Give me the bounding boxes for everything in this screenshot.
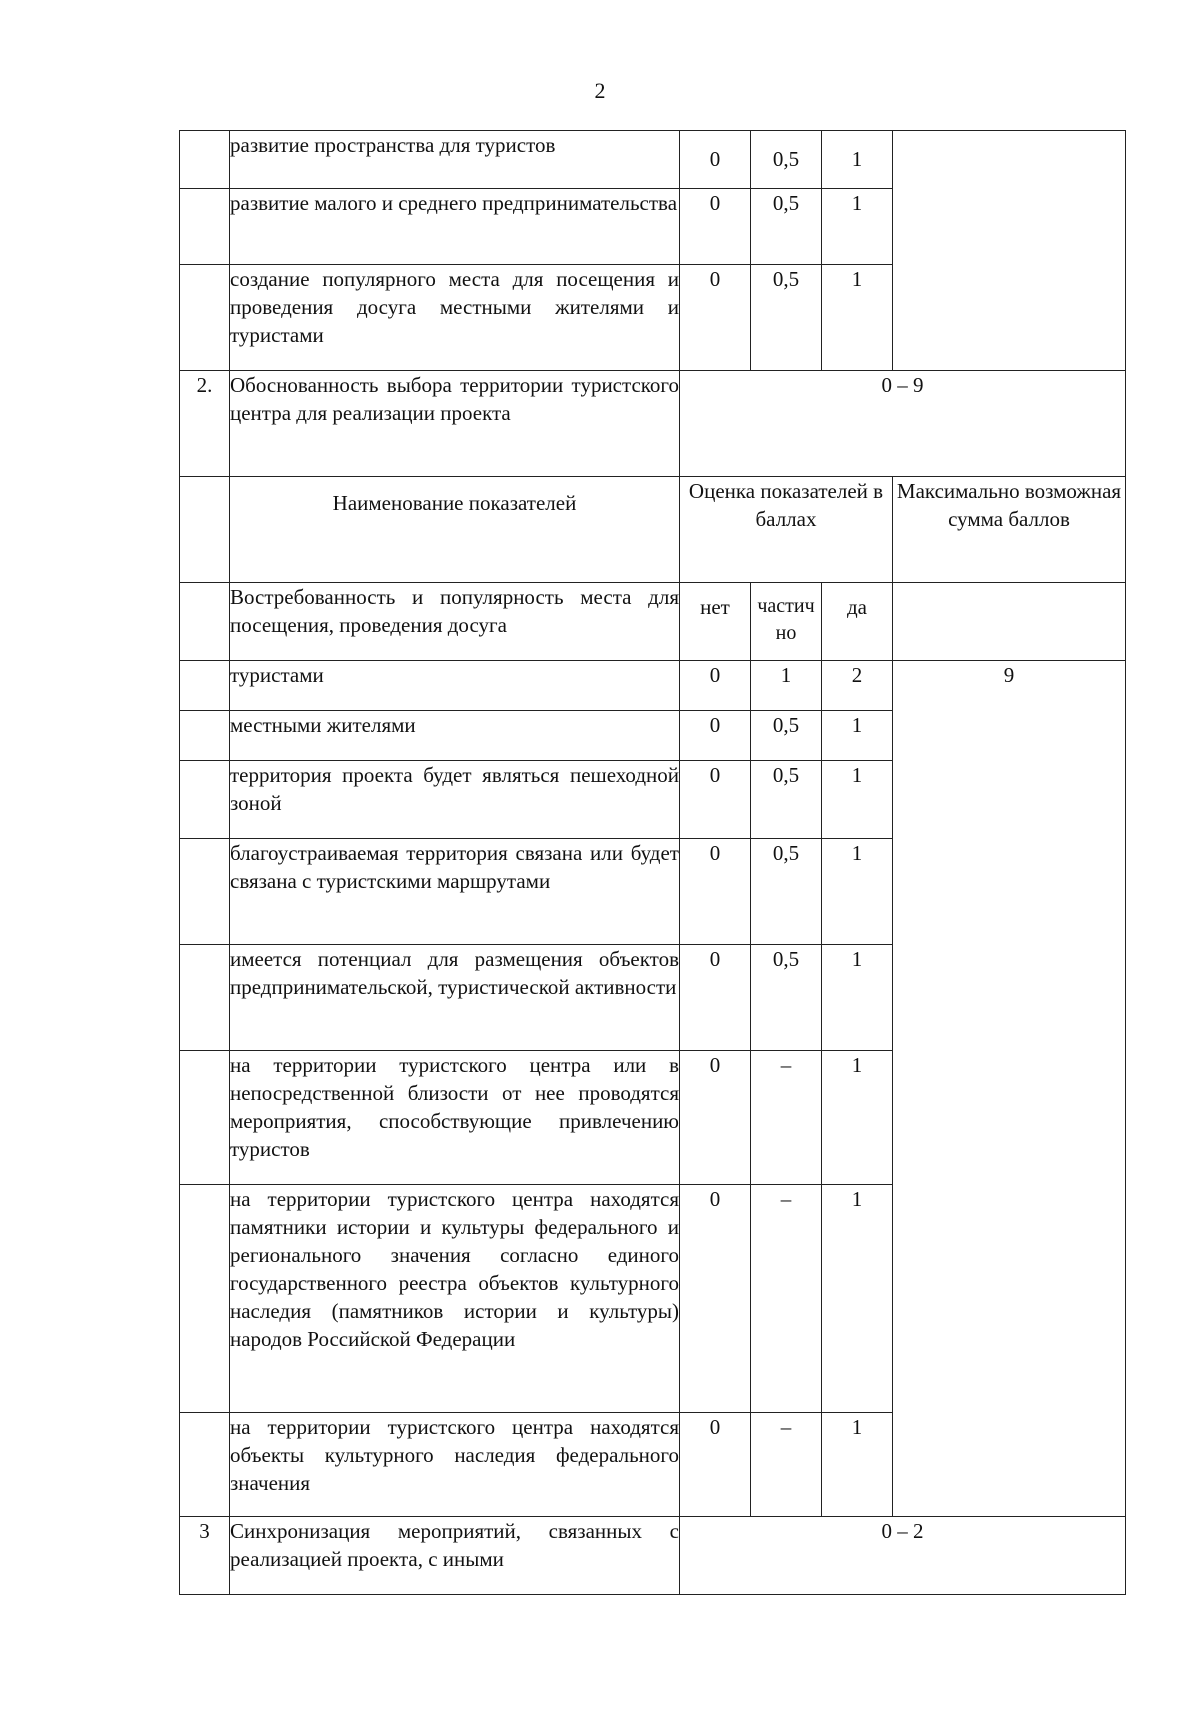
score-yes: 1 bbox=[822, 131, 893, 189]
score-no: 0 bbox=[680, 761, 751, 839]
score-yes: 1 bbox=[822, 839, 893, 945]
row-number-cell bbox=[180, 945, 230, 1051]
row-number-cell bbox=[180, 1051, 230, 1185]
score-no: 0 bbox=[680, 945, 751, 1051]
row-number-cell bbox=[180, 839, 230, 945]
criterion-row bbox=[180, 371, 1126, 477]
label-no: нет bbox=[680, 583, 751, 661]
criterion-range: 0 – 9 bbox=[680, 371, 1126, 477]
score-partly: 0,5 bbox=[751, 189, 822, 265]
score-yes: 1 bbox=[822, 1185, 893, 1413]
row-number-cell bbox=[180, 189, 230, 265]
label-yes: да bbox=[822, 583, 893, 661]
score-partly: 0,5 bbox=[751, 761, 822, 839]
row-number-cell bbox=[180, 1413, 230, 1517]
score-no: 0 bbox=[680, 189, 751, 265]
score-no: 0 bbox=[680, 265, 751, 371]
row-number-cell bbox=[180, 583, 230, 661]
indicator-name: создание популярного места для посещения и проведения досуга местными жителями и туристами bbox=[230, 265, 680, 371]
score-yes: 1 bbox=[822, 761, 893, 839]
score-partly: – bbox=[751, 1051, 822, 1185]
score-no: 0 bbox=[680, 1413, 751, 1517]
score-yes: 1 bbox=[822, 265, 893, 371]
indicator-name: на территории туристского центра или в непосредственной близости от нее проводятся мероприятия, способствующие привлечению туристов bbox=[230, 1051, 680, 1185]
criterion-number: 2. bbox=[180, 371, 230, 477]
row-number-cell bbox=[180, 1185, 230, 1413]
scoring-table bbox=[179, 130, 1126, 1595]
score-partly: 0,5 bbox=[751, 265, 822, 371]
header-max-sum: Максимально возможная сумма баллов bbox=[893, 477, 1126, 583]
row-number-cell bbox=[180, 711, 230, 761]
indicator-name: Востребованность и популярность места для посещения, проведения досуга bbox=[230, 583, 680, 661]
score-yes: 2 bbox=[822, 661, 893, 711]
row-number-cell bbox=[180, 131, 230, 189]
criterion-row bbox=[180, 1517, 1126, 1595]
criterion-range: 0 – 2 bbox=[680, 1517, 1126, 1595]
label-partly: частично bbox=[751, 583, 822, 661]
row-number-cell bbox=[180, 265, 230, 371]
row-number-cell bbox=[180, 661, 230, 711]
score-no: 0 bbox=[680, 1051, 751, 1185]
score-partly: 0,5 bbox=[751, 131, 822, 189]
indicator-name: развитие пространства для туристов bbox=[230, 131, 680, 189]
header-score: Оценка показателей в баллах bbox=[680, 477, 893, 583]
indicator-name: имеется потенциал для размещения объектов предпринимательской, туристической активности bbox=[230, 945, 680, 1051]
criterion-number: 3 bbox=[180, 1517, 230, 1595]
score-yes: 1 bbox=[822, 711, 893, 761]
score-partly: 0,5 bbox=[751, 945, 822, 1051]
table-row bbox=[180, 583, 1126, 661]
max-sum-total: 9 bbox=[893, 661, 1126, 1517]
score-partly: 0,5 bbox=[751, 839, 822, 945]
score-no: 0 bbox=[680, 711, 751, 761]
indicator-name: благоустраиваемая территория связана или будет связана с туристскими маршрутами bbox=[230, 839, 680, 945]
indicator-name: туристами bbox=[230, 661, 680, 711]
row-number-cell bbox=[180, 477, 230, 583]
header-indicator-name: Наименование показателей bbox=[230, 477, 680, 583]
max-sum-cell bbox=[893, 131, 1126, 371]
score-partly: 0,5 bbox=[751, 711, 822, 761]
score-partly: 1 bbox=[751, 661, 822, 711]
score-partly: – bbox=[751, 1185, 822, 1413]
score-no: 0 bbox=[680, 131, 751, 189]
score-partly: – bbox=[751, 1413, 822, 1517]
score-no: 0 bbox=[680, 839, 751, 945]
table-row bbox=[180, 131, 1126, 189]
indicator-name: развитие малого и среднего предпринимательства bbox=[230, 189, 680, 265]
indicator-name: местными жителями bbox=[230, 711, 680, 761]
score-yes: 1 bbox=[822, 945, 893, 1051]
indicator-name: на территории туристского центра находятся памятники истории и культуры федерального и регионального значения согласно единого государственного реестра объектов культурного наследия (памятников истории и культуры) народов Российской Федерации bbox=[230, 1185, 680, 1413]
score-yes: 1 bbox=[822, 1051, 893, 1185]
score-yes: 1 bbox=[822, 1413, 893, 1517]
score-no: 0 bbox=[680, 1185, 751, 1413]
criterion-name: Синхронизация мероприятий, связанных с реализацией проекта, с иными bbox=[230, 1517, 680, 1595]
page-number: 2 bbox=[594, 78, 606, 103]
row-number-cell bbox=[180, 761, 230, 839]
table-row bbox=[180, 661, 1126, 711]
score-no: 0 bbox=[680, 661, 751, 711]
header-row bbox=[180, 477, 1126, 583]
score-yes: 1 bbox=[822, 189, 893, 265]
criterion-name: Обоснованность выбора территории туристского центра для реализации проекта bbox=[230, 371, 680, 477]
max-sum-cell bbox=[893, 583, 1126, 661]
indicator-name: на территории туристского центра находятся объекты культурного наследия федерального значения bbox=[230, 1413, 680, 1517]
indicator-name: территория проекта будет являться пешеходной зоной bbox=[230, 761, 680, 839]
